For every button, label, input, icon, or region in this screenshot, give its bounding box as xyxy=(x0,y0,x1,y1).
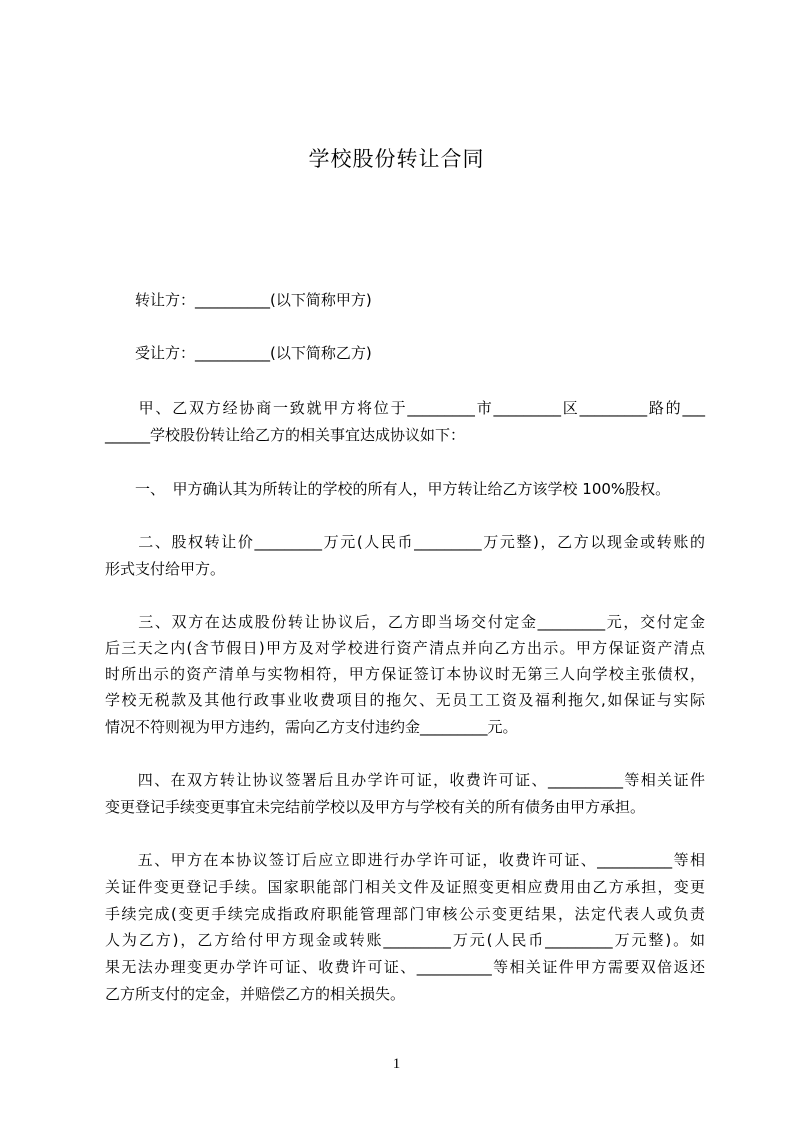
clause-5-line-3: 手续完成(变更手续完成指政府职能管理部门审核公示变更结果，法定代表人或负责 xyxy=(105,905,705,923)
clause-3-line-4: 学校无税款及其他行政事业收费项目的拖欠、无员工工资及福利拖欠,如保证与实际 xyxy=(105,691,705,709)
clause-5-line-1: 五、甲方在本协议签订后应立即进行办学许可证，收费许可证、__________等相 xyxy=(105,851,705,869)
clause-transferor: 转让方：__________(以下简称甲方) xyxy=(105,291,372,309)
preamble-line-2: ______学校股份转让给乙方的相关事宜达成协议如下： xyxy=(105,426,466,444)
clause-3-line-1: 三、双方在达成股份转让协议后，乙方即当场交付定金_________元，交付定金 xyxy=(105,613,705,631)
clause-3-line-3: 时所出示的资产清单与实物相符，甲方保证签订本协议时无第三人向学校主张债权， xyxy=(105,665,705,683)
page-number: 1 xyxy=(392,1056,401,1072)
clause-2-line-2: 形式支付给甲方。 xyxy=(105,560,226,578)
preamble-line-1: 甲、乙双方经协商一致就甲方将位于_________市_________区_________路的___ xyxy=(105,399,705,417)
clause-4-line-1: 四、在双方转让协议签署后且办学许可证，收费许可证、__________等相关证件 xyxy=(105,771,705,789)
clause-2-line-1: 二、股权转让价_________万元(人民币_________万元整)，乙方以现金或转账的 xyxy=(105,533,705,551)
clause-5-line-5: 果无法办理变更办学许可证、收费许可证、__________等相关证件甲方需要双倍返还 xyxy=(105,958,705,976)
document-title: 学校股份转让合同 xyxy=(308,147,485,171)
clause-3-line-2: 后三天之内(含节假日)甲方及对学校进行资产清点并向乙方出示。甲方保证资产清点 xyxy=(105,639,705,657)
clause-3-line-5: 情况不符则视为甲方违约，需向乙方支付违约金_________元。 xyxy=(105,718,518,736)
clause-5-line-4: 人为乙方)，乙方给付甲方现金或转账_________万元(人民币_________万元整)。如 xyxy=(105,931,705,949)
clause-4-line-2: 变更登记手续变更事宜未完结前学校以及甲方与学校有关的所有债务由甲方承担。 xyxy=(105,798,646,816)
clause-1-line-1: 一、 甲方确认其为所转让的学校的所有人，甲方转让给乙方该学校 100%股权。 xyxy=(105,480,671,498)
clause-5-line-2: 关证件变更登记手续。国家职能部门相关文件及证照变更相应费用由乙方承担，变更 xyxy=(105,878,705,896)
clause-transferee: 受让方：__________(以下简称乙方) xyxy=(105,344,372,362)
clause-5-line-6: 乙方所支付的定金，并赔偿乙方的相关损失。 xyxy=(105,985,406,1003)
